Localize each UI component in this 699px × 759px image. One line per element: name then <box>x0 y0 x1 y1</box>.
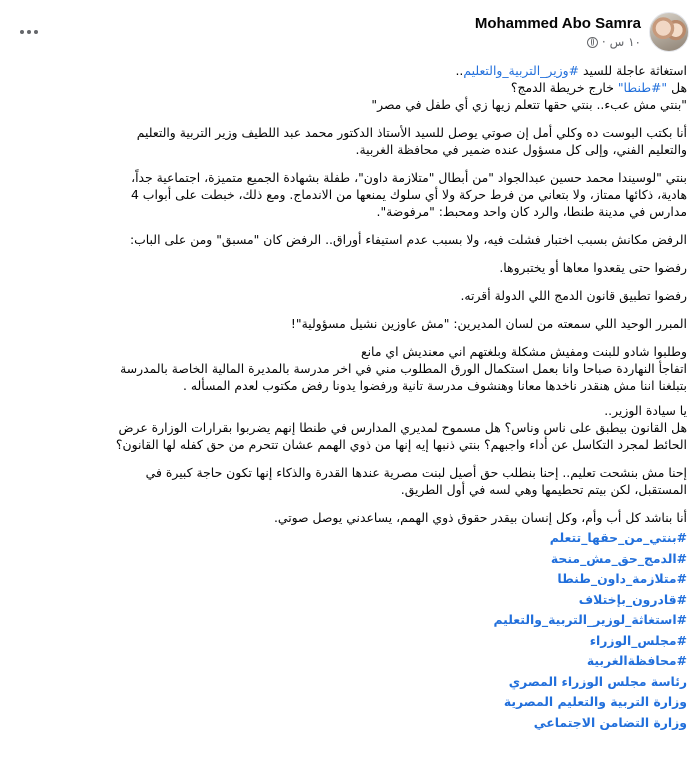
post-paragraph <box>16 315 687 332</box>
post-paragraph <box>16 231 687 248</box>
text-segment: إحنا مش بنشحت تعليم.. إحنا بنطلب حق أصيل لبنت مصرية عندها القدرة والذكاء إنها تكون حاجة كبيرة في <box>145 465 687 480</box>
text-segment: بنتي "لوسيندا محمد حسين عبدالجواد "من أبطال "متلازمة داون"، طفلة بشهادة الجميع متميزة، اجتماعية جداً، <box>131 170 687 185</box>
post-text-line <box>16 343 687 360</box>
hashtag-link[interactable]: #محافظةالغربية <box>586 653 687 668</box>
text-segment: خارج خريطة الدمج؟ <box>510 80 618 95</box>
hashtag-link[interactable]: #استغاثة_لوزير_التربية_والتعليم <box>493 612 687 627</box>
post-text-line <box>16 436 687 453</box>
post-meta <box>475 15 641 49</box>
text-segment: والتعليم الفني، وإلى كل مسؤول عنده ضمير في محافظة الغربية. <box>355 142 687 157</box>
page-mention-link[interactable]: وزارة التضامن الاجتماعي <box>533 714 687 730</box>
post-text-line <box>16 315 687 332</box>
post-text-line <box>16 96 687 113</box>
text-segment: المبرر الوحيد اللي سمعته من لسان المديرين: "مش عاوزين نشيل مسؤولية"! <box>290 316 687 331</box>
post-text-line <box>16 141 687 158</box>
hashtag-list <box>16 528 687 733</box>
post-text-line <box>16 481 687 498</box>
post-body <box>16 62 687 733</box>
post-paragraph <box>16 509 687 526</box>
post-paragraph <box>16 259 687 276</box>
text-segment: المستقبل، لكن بيتم تحطيمها وهي لسه في أول الطريق. <box>400 482 687 497</box>
post-text-line <box>16 509 687 526</box>
text-segment: هل <box>667 80 687 95</box>
post-text-line <box>16 62 687 79</box>
post-text-line <box>16 169 687 186</box>
post-paragraph <box>16 343 687 394</box>
post-text-line <box>16 360 687 377</box>
text-segment: يا سيادة الوزير.. <box>604 403 687 418</box>
text-segment: وطلبوا شادو للبنت ومفيش مشكلة وبلغتهم اني معنديش اي مانع <box>361 344 687 359</box>
post-text-line <box>16 377 687 394</box>
text-segment: استغاثة عاجلة للسيد <box>579 63 687 78</box>
post-text-line <box>16 231 687 248</box>
post-text-line <box>16 203 687 220</box>
post-text-line <box>16 79 687 96</box>
post-text-line <box>16 287 687 304</box>
hashtag-link[interactable]: #متلازمة_داون_طنطا <box>557 571 687 586</box>
post-header <box>475 12 689 52</box>
hashtag-link[interactable]: #بنتي_من_حقها_تتعلم <box>549 530 687 545</box>
post-paragraph <box>16 402 687 453</box>
post-time-row <box>587 35 641 49</box>
post-text-line <box>16 124 687 141</box>
hashtag-link[interactable]: "#طنطا" <box>617 80 668 95</box>
text-segment: "بنتي مش عبء.. بنتي حقها تتعلم زيها زي أي طفل في مصر" <box>371 97 687 112</box>
avatar[interactable] <box>649 12 689 52</box>
text-segment: أنا بناشد كل أب وأم، وكل إنسان بيقدر حقوق ذوي الهمم، يساعدني يوصل صوتي. <box>273 510 687 525</box>
author-name[interactable]: Mohammed Abo Samra <box>474 15 641 32</box>
hashtag-link[interactable]: #وزير_التربية_والتعليم <box>463 63 580 78</box>
post-paragraph <box>16 169 687 220</box>
page-mention-link[interactable]: وزارة التربية والتعليم المصرية <box>503 694 687 709</box>
hashtag-link[interactable]: #قادرون_بإختلاف <box>578 591 687 607</box>
hashtag-link[interactable]: #مجلس_الوزراء <box>589 632 687 648</box>
page-mention-link[interactable]: رئاسة مجلس الوزراء المصري <box>508 673 687 689</box>
hashtag-link[interactable]: #الدمج_حق_مش_منحة <box>550 550 687 566</box>
text-segment: اتفاجأ النهاردة صباحا وانا بعمل استكمال الورق المطلوب مني في اخر مدرسة بالمديرة المالية الخاصة بالمدرسة <box>120 361 687 376</box>
post-paragraph <box>16 464 687 498</box>
text-segment: مدارس في مدينة طنطا، والرد كان واحد ومحبط: "مرفوضة". <box>376 204 687 219</box>
text-segment: بتبلغنا اننا مش هنقدر ناخدها معانا وهنشوف مدرسة تانية ورفضوا يدونا رفض مكتوب لعدم المسأله . <box>182 378 687 393</box>
separator-dot: · <box>601 35 606 49</box>
text-segment: الرفض مكانش بسبب اختبار فشلت فيه، ولا بسبب عدم استيفاء أوراق.. الرفض كان "مسبق" ومن على الباب: <box>129 232 687 247</box>
text-segment: رفضوا تطبيق قانون الدمج اللي الدولة أقرته. <box>460 288 687 303</box>
post-paragraph <box>16 394 687 402</box>
text-segment: أنا بكتب البوست ده وكلي أمل إن صوتي يوصل للسيد الأستاذ الدكتور محمد عبد اللطيف وزير التربية والتعليم <box>136 125 687 140</box>
post-paragraph <box>16 287 687 304</box>
text-segment: هل القانون بيطبق على ناس وناس؟ هل مسموح لمديري المدارس في طنطا إنهم يضربوا بقرارات الوزارة عرض <box>118 420 687 435</box>
post-text-line <box>16 402 687 419</box>
post-time[interactable]: ١٠ س <box>609 35 641 49</box>
text-segment: رفضوا حتى يقعدوا معاها أو يختبروها. <box>499 260 687 275</box>
text-segment: .. <box>455 63 464 78</box>
post-paragraph <box>16 62 687 113</box>
text-segment: هادية، ذكائها ممتاز، ولا بتعاني من فرط حركة ولا أي سلوك يمنعها من الاندماج. ومع ذلك، خبطت على أبواب 4 <box>130 187 687 202</box>
globe-icon[interactable] <box>587 37 598 48</box>
text-segment: الحائط لمجرد التكاسل عن أداء واجبهم؟ بنتي ذنبها إيه إنها من ذوي الهمم عشان تتحرم من حق كفله لها القانون؟ <box>115 437 687 452</box>
post-paragraph <box>16 124 687 158</box>
post-text-line <box>16 419 687 436</box>
more-options-icon[interactable] <box>14 22 44 42</box>
post-text-line <box>16 259 687 276</box>
post-text-line <box>16 186 687 203</box>
post-text-line <box>16 464 687 481</box>
